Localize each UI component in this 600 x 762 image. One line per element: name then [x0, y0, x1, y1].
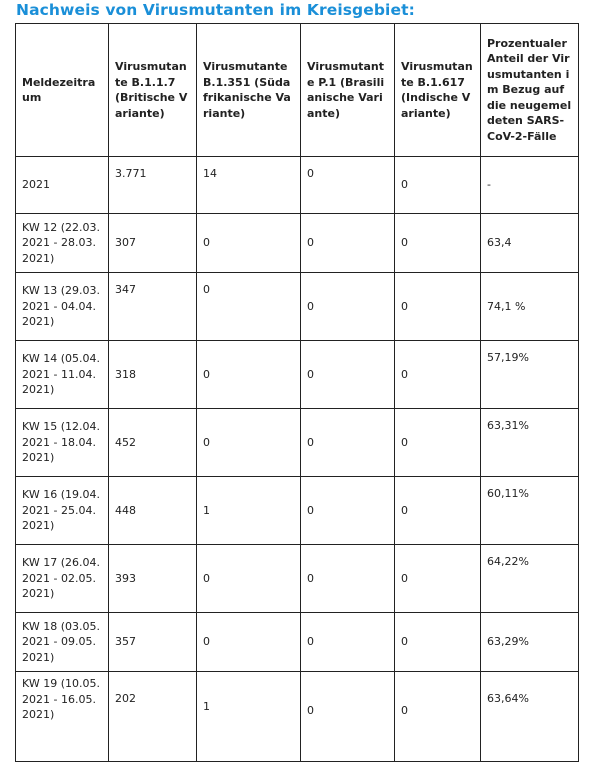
cell-percent: 63,4 — [481, 214, 579, 273]
cell-period: KW 15 (12.04.2021 - 18.04.2021) — [16, 409, 109, 477]
header-p1: Virusmutante P.1 (Brasilianische Variante) — [301, 24, 395, 157]
cell-b1617: 0 — [395, 409, 481, 477]
cell-b117: 3.771 — [109, 157, 197, 214]
cell-p1: 0 — [301, 477, 395, 545]
cell-b1617: 0 — [395, 214, 481, 273]
cell-period: KW 16 (19.04.2021 - 25.04.2021) — [16, 477, 109, 545]
page-title: Nachweis von Virusmutanten im Kreisgebiet: — [16, 1, 415, 19]
cell-b117: 357 — [109, 613, 197, 672]
cell-b117: 307 — [109, 214, 197, 273]
cell-b1351: 1 — [197, 477, 301, 545]
cell-b117: 202 — [109, 672, 197, 762]
cell-period: KW 14 (05.04.2021 - 11.04.2021) — [16, 341, 109, 409]
cell-b1351: 1 — [197, 672, 301, 762]
cell-b1617: 0 — [395, 477, 481, 545]
cell-p1: 0 — [301, 157, 395, 214]
table-row — [16, 672, 579, 762]
cell-b117: 393 — [109, 545, 197, 613]
header-b1617: Virusmutante B.1.617 (Indische Variante) — [395, 24, 481, 157]
cell-b1351: 0 — [197, 409, 301, 477]
cell-b117: 347 — [109, 273, 197, 341]
cell-b117: 318 — [109, 341, 197, 409]
cell-period: KW 19 (10.05.2021 - 16.05.2021) — [16, 672, 109, 762]
cell-b1351: 14 — [197, 157, 301, 214]
cell-percent: 64,22% — [481, 545, 579, 613]
header-b1351: Virusmutante B.1.351 (Südafrikanische Variante) — [197, 24, 301, 157]
cell-p1: 0 — [301, 545, 395, 613]
cell-period: 2021 — [16, 157, 109, 214]
cell-b1617: 0 — [395, 157, 481, 214]
cell-p1: 0 — [301, 409, 395, 477]
cell-percent: 60,11% — [481, 477, 579, 545]
cell-period: KW 18 (03.05.2021 - 09.05.2021) — [16, 613, 109, 672]
cell-b1617: 0 — [395, 545, 481, 613]
table-row — [16, 341, 579, 409]
table-row — [16, 157, 579, 214]
cell-p1: 0 — [301, 214, 395, 273]
cell-p1: 0 — [301, 613, 395, 672]
cell-p1: 0 — [301, 341, 395, 409]
cell-b1351: 0 — [197, 613, 301, 672]
table-row — [16, 214, 579, 273]
cell-percent: 57,19% — [481, 341, 579, 409]
table-row — [16, 545, 579, 613]
cell-percent: 63,31% — [481, 409, 579, 477]
cell-percent: 74,1 % — [481, 273, 579, 341]
table-row — [16, 477, 579, 545]
virus-mutants-table — [15, 23, 579, 762]
header-b117: Virusmutante B.1.1.7 (Britische Variante) — [109, 24, 197, 157]
cell-b1351: 0 — [197, 341, 301, 409]
cell-percent: 63,29% — [481, 613, 579, 672]
cell-b1617: 0 — [395, 341, 481, 409]
header-period: Meldezeitraum — [16, 24, 109, 157]
cell-p1: 0 — [301, 273, 395, 341]
cell-b1351: 0 — [197, 545, 301, 613]
cell-b1351: 0 — [197, 273, 301, 341]
cell-p1: 0 — [301, 672, 395, 762]
table-row — [16, 613, 579, 672]
cell-b1617: 0 — [395, 273, 481, 341]
cell-period: KW 12 (22.03.2021 - 28.03.2021) — [16, 214, 109, 273]
cell-b1617: 0 — [395, 672, 481, 762]
cell-percent: - — [481, 157, 579, 214]
cell-b117: 448 — [109, 477, 197, 545]
table-row — [16, 273, 579, 341]
cell-period: KW 17 (26.04.2021 - 02.05.2021) — [16, 545, 109, 613]
cell-period: KW 13 (29.03.2021 - 04.04.2021) — [16, 273, 109, 341]
cell-b1617: 0 — [395, 613, 481, 672]
table-header-row — [16, 24, 579, 157]
cell-percent: 63,64% — [481, 672, 579, 762]
cell-b1351: 0 — [197, 214, 301, 273]
header-percent: Prozentualer Anteil der Virusmutanten im Bezug auf die neugemeldeten SARS-CoV-2-Fälle — [481, 24, 579, 157]
cell-b117: 452 — [109, 409, 197, 477]
table-row — [16, 409, 579, 477]
